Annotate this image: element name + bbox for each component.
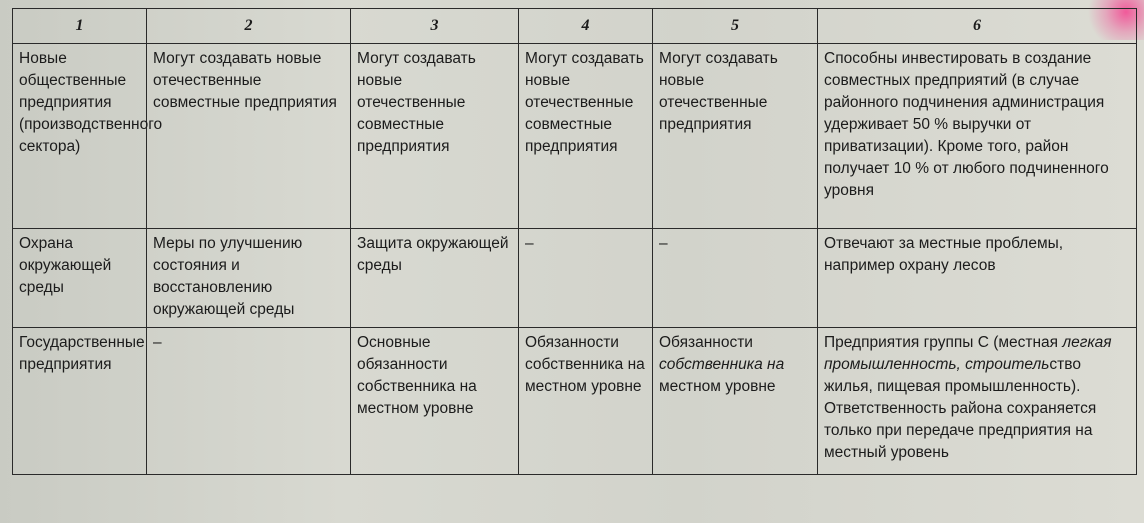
cell-text: Обязанности <box>659 334 753 351</box>
cell-text: Предприятия группы С (местная <box>824 334 1063 351</box>
table-cell: Могут создавать новые отечественные совместные предприятия <box>519 44 653 229</box>
table-cell: – <box>653 229 818 328</box>
table-cell: – <box>147 328 351 475</box>
column-header-5: 5 <box>653 9 818 44</box>
table-cell: Могут создавать новые отечественные совместные предприятия <box>147 44 351 229</box>
table-cell: Отвечают за местные проблемы, например охрану лесов <box>818 229 1137 328</box>
column-header-6: 6 <box>818 9 1137 44</box>
table-cell: Защита окружающей среды <box>351 229 519 328</box>
cell-text-italic: легкая промышленность, строитель <box>824 334 1112 373</box>
column-header-3: 3 <box>351 9 519 44</box>
table-row <box>13 328 1137 475</box>
table-row <box>13 44 1137 229</box>
cell-text: ство жилья, пищевая промышленность). Ответственность района сохраняется только при передаче предприятия на местный уровень <box>824 356 1097 461</box>
table-cell: Государственные предприятия <box>13 328 147 475</box>
table-cell: Способны инвестировать в создание совместных предприятий (в случае районного подчинения администрация удерживает 50 % выручки от приватизации). Кроме того, район получает 10 % от любого подчиненного уровня <box>818 44 1137 229</box>
table-cell <box>818 328 1137 475</box>
table-cell: Охрана окружающей среды <box>13 229 147 328</box>
column-header-4: 4 <box>519 9 653 44</box>
table-row <box>13 229 1137 328</box>
comparison-table <box>12 8 1137 475</box>
table-cell: Новые общественные предприятия (производственного сектора) <box>13 44 147 229</box>
table-cell: Могут создавать новые отечественные предприятия <box>653 44 818 229</box>
header-row <box>13 9 1137 44</box>
cell-text: местном уровне <box>659 378 776 395</box>
table-cell: Меры по улучшению состояния и восстановлению окружающей среды <box>147 229 351 328</box>
column-header-1: 1 <box>13 9 147 44</box>
column-header-2: 2 <box>147 9 351 44</box>
table-cell: Могут создавать новые отечественные совместные предприятия <box>351 44 519 229</box>
table-cell: Основные обязанности собственника на местном уровне <box>351 328 519 475</box>
table-cell <box>653 328 818 475</box>
table-cell: – <box>519 229 653 328</box>
table-cell: Обязанности собственника на местном уровне <box>519 328 653 475</box>
cell-text-italic: собственника на <box>659 356 785 373</box>
